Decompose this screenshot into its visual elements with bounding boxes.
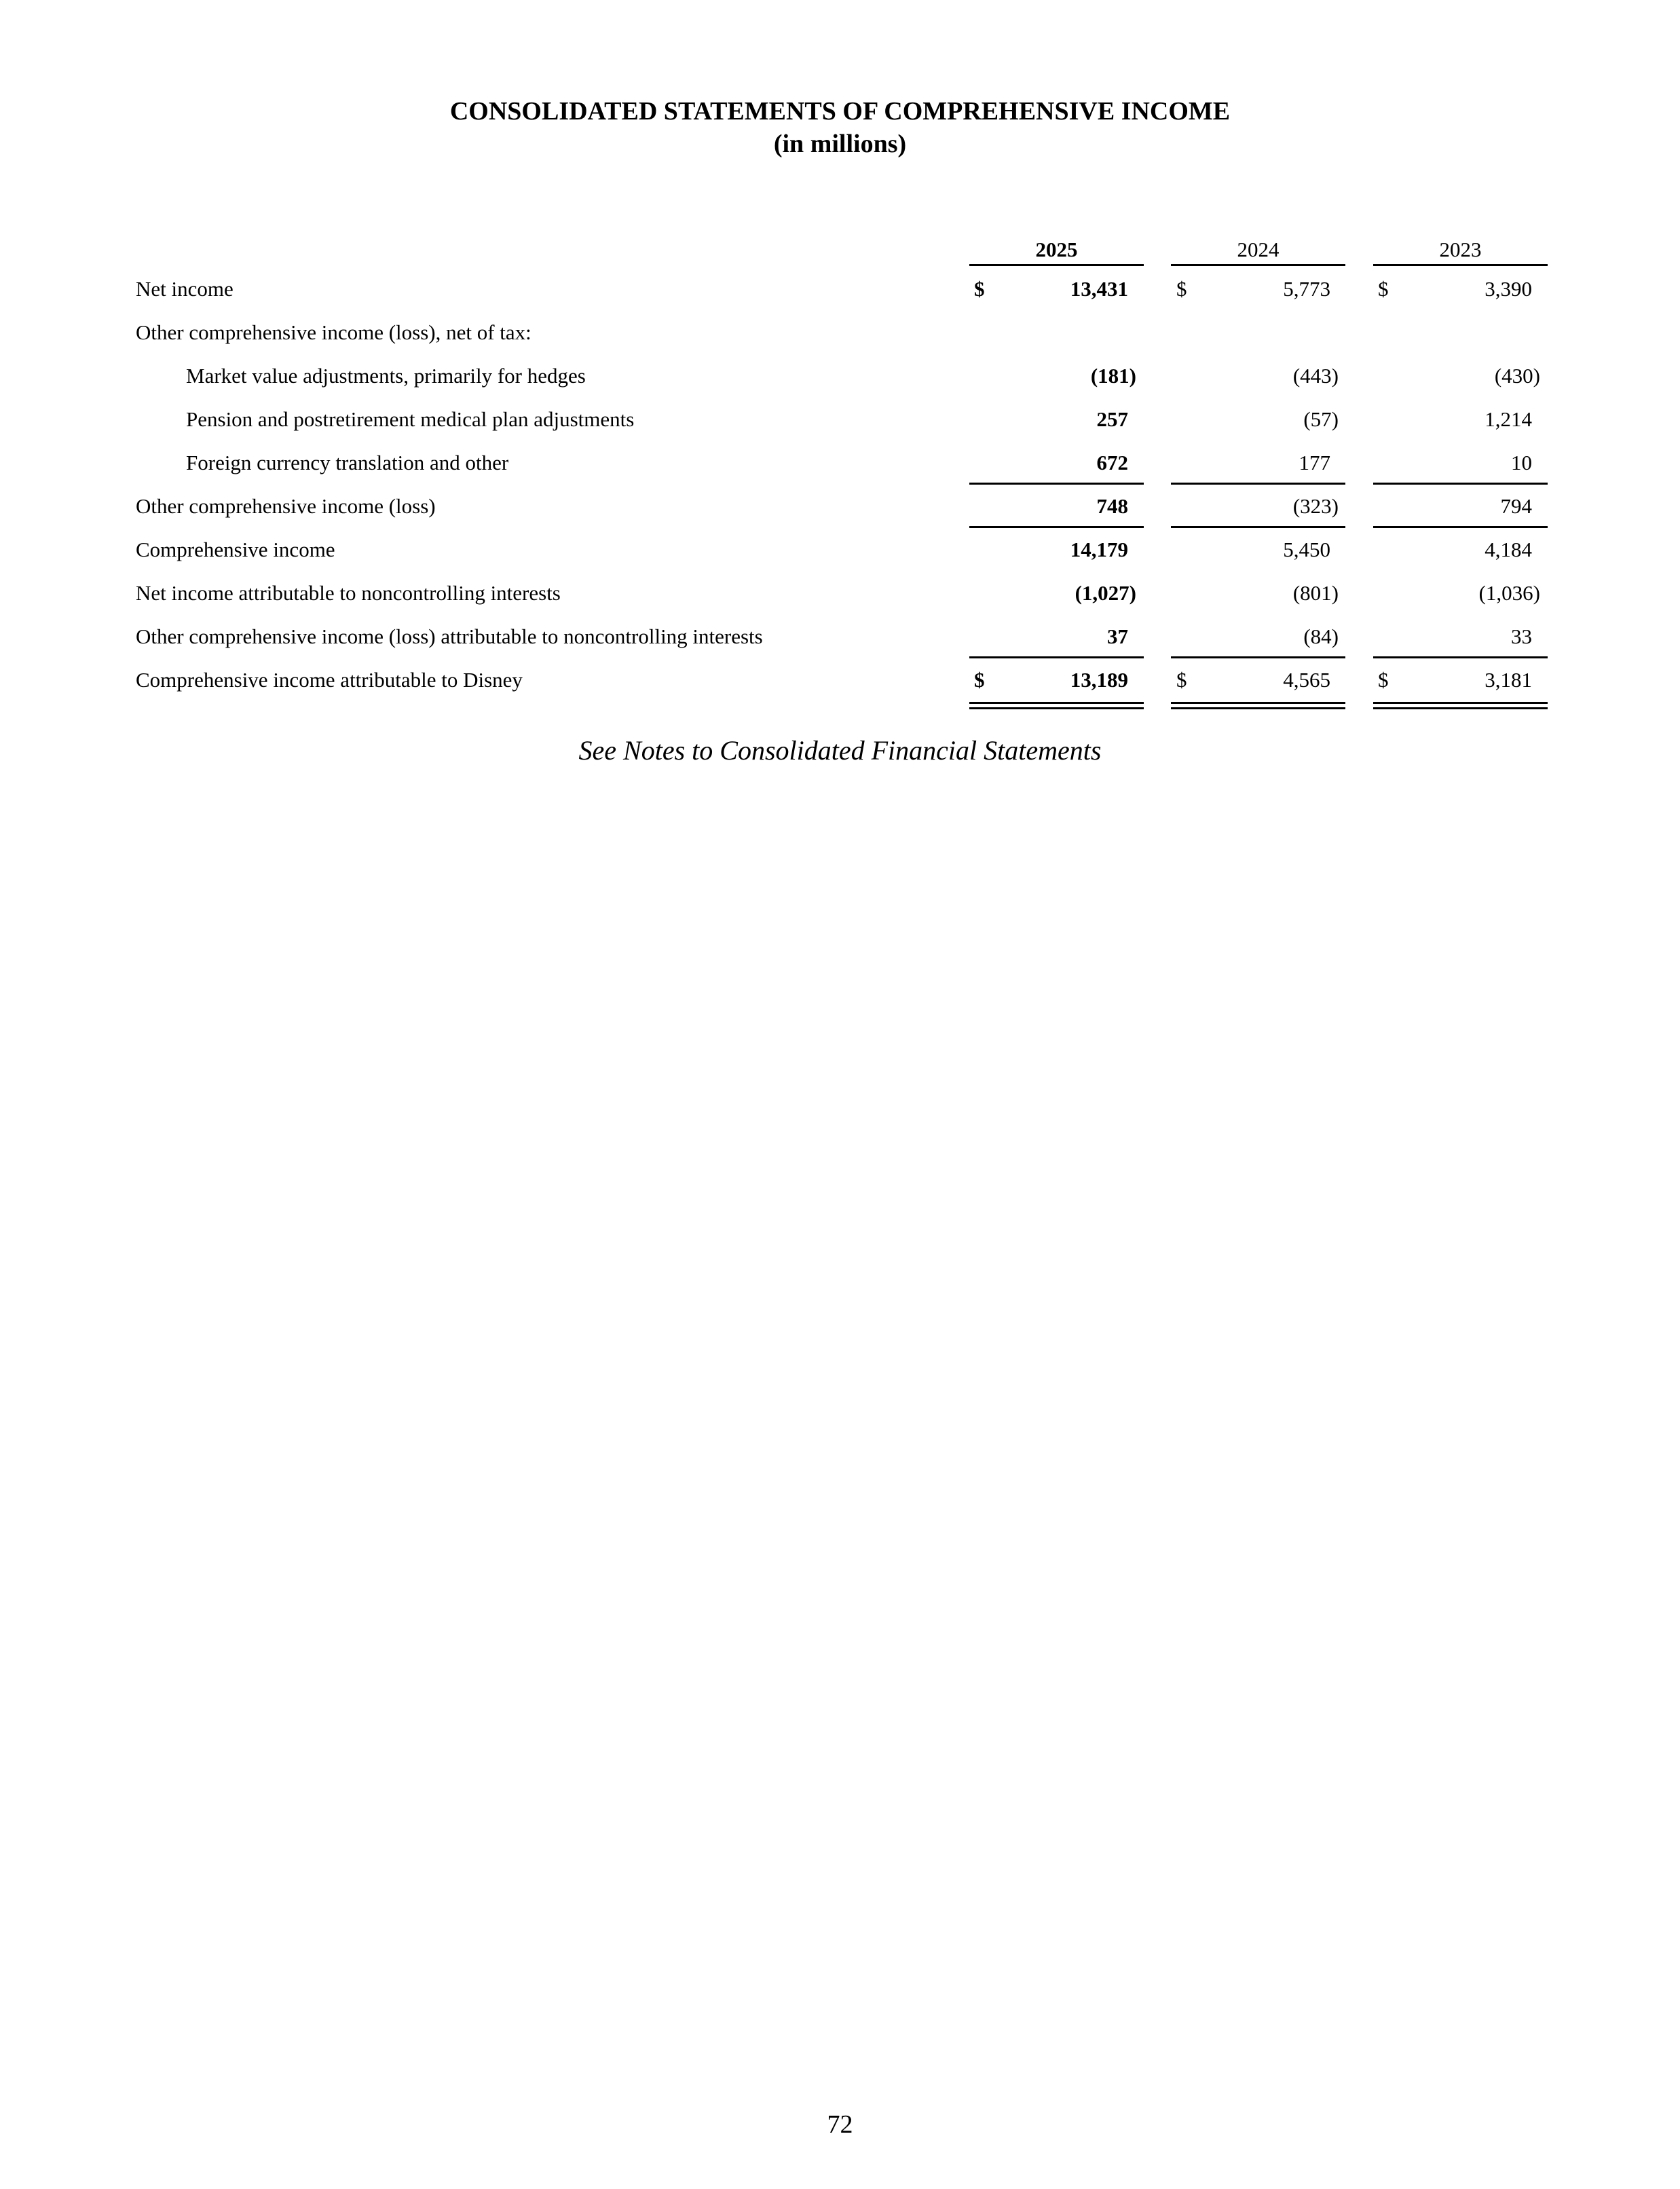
- table-row: [0, 267, 1680, 311]
- page-number: 72: [827, 2110, 853, 2139]
- value-2023: (430): [1494, 364, 1540, 388]
- value-2023: 10: [1511, 451, 1532, 474]
- value-2023: 1,214: [1485, 407, 1532, 431]
- double-underline: [969, 702, 1144, 709]
- value-2025: (1,027): [1075, 581, 1136, 605]
- value-2024: (84): [1303, 624, 1339, 648]
- table-row: [0, 354, 1680, 398]
- row-label: Comprehensive income: [136, 538, 335, 561]
- dollar-sign: $: [974, 277, 985, 301]
- row-label: Other comprehensive income (loss) attributable to noncontrolling interests: [136, 624, 763, 648]
- double-underline: [1373, 702, 1548, 709]
- statement-title: CONSOLIDATED STATEMENTS OF COMPREHENSIVE INCOME: [449, 97, 1231, 126]
- value-2024: (323): [1292, 494, 1339, 518]
- column-header-2023: 2023: [1439, 238, 1482, 261]
- dollar-sign: $: [1176, 277, 1187, 301]
- table-row: [0, 441, 1680, 485]
- value-2025: 13,431: [1070, 277, 1128, 301]
- value-2025: 37: [1107, 624, 1128, 648]
- row-label: Other comprehensive income (loss): [136, 494, 436, 518]
- table-row: [0, 572, 1680, 615]
- value-2025: (181): [1090, 364, 1136, 388]
- footnote: See Notes to Consolidated Financial Statements: [578, 735, 1102, 766]
- dollar-sign: $: [974, 668, 985, 692]
- dollar-sign: $: [1378, 277, 1389, 301]
- column-header-2025: 2025: [1035, 238, 1078, 261]
- value-2024: (57): [1303, 407, 1339, 431]
- value-2025: 13,189: [1070, 668, 1128, 692]
- row-label: Comprehensive income attributable to Disney: [136, 668, 523, 692]
- header-rule: [1373, 264, 1548, 266]
- value-2023: 3,181: [1485, 668, 1532, 692]
- value-2025: 14,179: [1070, 538, 1128, 561]
- header-rule: [969, 264, 1144, 266]
- value-2023: 3,390: [1485, 277, 1532, 301]
- table-row: [0, 398, 1680, 441]
- row-label: Market value adjustments, primarily for hedges: [186, 364, 586, 388]
- double-underline: [1171, 702, 1345, 709]
- row-label: Foreign currency translation and other: [186, 451, 509, 474]
- value-2024: 5,450: [1283, 538, 1330, 561]
- row-label: Pension and postretirement medical plan adjustments: [186, 407, 635, 431]
- value-2024: 177: [1299, 451, 1330, 474]
- table-row: [0, 528, 1680, 572]
- value-2023: 4,184: [1485, 538, 1532, 561]
- value-2024: (801): [1292, 581, 1339, 605]
- table-row: [0, 615, 1680, 658]
- dollar-sign: $: [1176, 668, 1187, 692]
- row-label: Other comprehensive income (loss), net of tax:: [136, 320, 531, 344]
- column-header-2024: 2024: [1237, 238, 1280, 261]
- table-row: [0, 311, 1680, 354]
- table-row: [0, 485, 1680, 528]
- row-label: Net income: [136, 277, 234, 301]
- dollar-sign: $: [1378, 668, 1389, 692]
- value-2025: 672: [1096, 451, 1128, 474]
- value-2024: (443): [1292, 364, 1339, 388]
- value-2023: (1,036): [1478, 581, 1540, 605]
- value-2023: 794: [1500, 494, 1532, 518]
- value-2023: 33: [1511, 624, 1532, 648]
- value-2025: 748: [1096, 494, 1128, 518]
- value-2025: 257: [1096, 407, 1128, 431]
- value-2024: 5,773: [1283, 277, 1330, 301]
- value-2024: 4,565: [1283, 668, 1330, 692]
- row-label: Net income attributable to noncontrolling interests: [136, 581, 561, 605]
- statement-subtitle: (in millions): [773, 130, 907, 158]
- table-row: [0, 658, 1680, 702]
- header-rule: [1171, 264, 1345, 266]
